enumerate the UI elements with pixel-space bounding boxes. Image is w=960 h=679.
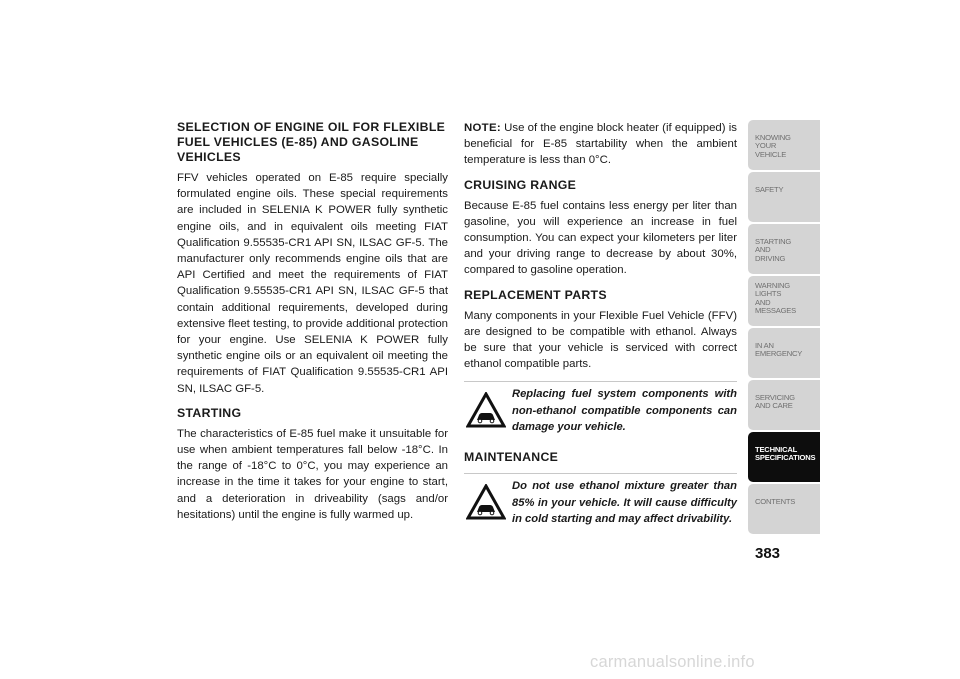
tab-knowing-your-vehicle[interactable] [748, 120, 820, 170]
cruising-range-heading: CRUISING RANGE [464, 177, 577, 192]
tab-label: WARNING LIGHTS AND MESSAGES [755, 281, 797, 316]
starting-heading: STARTING [177, 405, 242, 420]
tab-label: STARTING AND DRIVING [755, 237, 792, 263]
car-warning-triangle-icon [466, 392, 506, 428]
cruising-range-body: Because E-85 fuel contains less energy per liter than gasoline, you will experience an increase in fuel consumption. You can expect your kilometers per liter and your driving range to decrease by about 30%, compared to gasoline operation. [464, 199, 737, 277]
tab-label: CONTENTS [755, 497, 796, 506]
warning-box-parts [464, 381, 737, 436]
car-warning-triangle-icon [466, 484, 506, 520]
replacement-parts-body: Many components in your Flexible Fuel Vehicle (FFV) are designed to be compatible with ethanol. Always be sure that your vehicle is serviced with correct ethanol compatible parts. [464, 309, 737, 371]
note-paragraph [464, 120, 737, 169]
tab-label: TECHNICAL SPECIFICATIONS [755, 445, 816, 463]
tab-contents[interactable] [748, 484, 820, 534]
page-number: 383 [755, 545, 781, 562]
tab-label: IN AN EMERGENCY [755, 341, 803, 359]
oil-selection-heading: SELECTION OF ENGINE OIL FOR FLEXIBLE FUEL VEHICLES (E-85) AND GASOLINE VEHICLES [177, 120, 446, 164]
watermark: carmanualsonline.info [590, 653, 755, 671]
tab-label: SAFETY [755, 185, 784, 194]
tab-label: SERVICING AND CARE [755, 393, 795, 411]
warning-text-mixture: Do not use ethanol mixture greater than 85% in your vehicle. It will cause difficulty in cold starting and may affect drivability. [512, 480, 737, 525]
tab-starting-and-driving[interactable] [748, 224, 820, 274]
tab-in-an-emergency[interactable] [748, 328, 820, 378]
starting-body: The characteristics of E-85 fuel make it unsuitable for use when ambient temperatures fall below -18°C. In the range of -18°C to 0°C, you may experience an increase in the time it takes for your engine to start, and a deterioration in driveability (sags and/or hesitations) until the engine is fully warmed up. [177, 427, 448, 521]
tab-label: KNOWING YOUR VEHICLE [755, 133, 791, 159]
tab-technical-specifications[interactable] [748, 432, 820, 482]
left-column [177, 120, 448, 532]
note-label: NOTE: [464, 122, 501, 134]
tab-servicing-and-care[interactable] [748, 380, 820, 430]
maintenance-heading: MAINTENANCE [464, 450, 559, 465]
warning-text-parts: Replacing fuel system components with non-ethanol compatible components can damage your vehicle. [512, 388, 737, 433]
tab-warning-lights-and-messages[interactable] [748, 276, 820, 326]
oil-selection-body: FFV vehicles operated on E-85 require specially formulated engine oils. These special requirements are included in SELENIA K POWER fully synthetic engine oils, and in equivalent oils meeting FIAT Qualification 9.55535-CR1 API SN, ILSAC GF-5. The manufacturer only recommends engine oils that are API Certified and meet the requirements of FIAT Qualification 9.55535-CR1 API SN, ILSAC GF-5 that contain additional requirements, developed during extensive fleet testing, to provide additional protection for your engine. Use SELENIA K POWER fully synthetic engine oils or an equivalent oil meeting the requirements of FIAT Qualification 9.55535-CR1 API SN, ILSAC GF-5. [177, 172, 449, 395]
replacement-parts-heading: REPLACEMENT PARTS [464, 287, 607, 302]
warning-box-mixture [464, 473, 737, 528]
note-text: Use of the engine block heater (if equipped) is beneficial for E-85 startability when the ambient temperature is less than 0°C. [464, 122, 737, 167]
tab-safety[interactable] [748, 172, 820, 222]
right-column [464, 120, 737, 538]
chapter-tabs [748, 120, 820, 536]
